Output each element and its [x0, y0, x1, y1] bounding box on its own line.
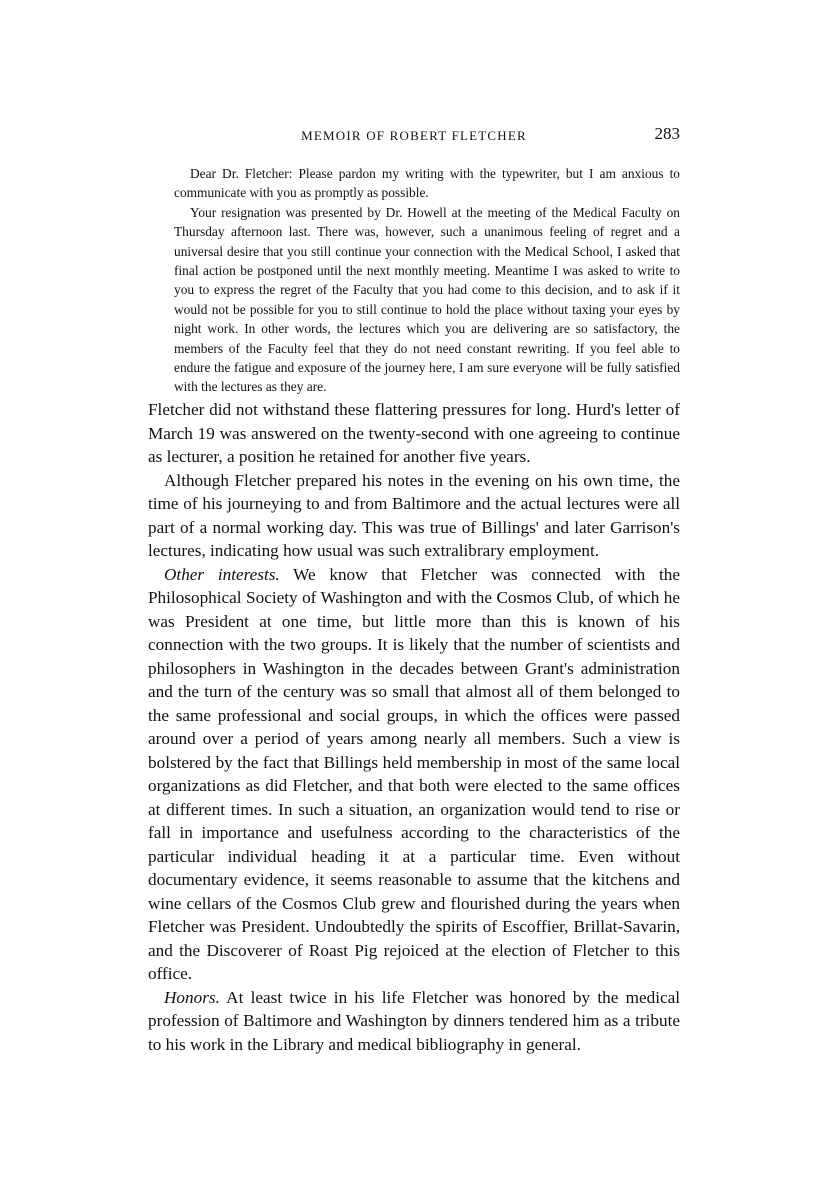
- running-head: MEMOIR OF ROBERT FLETCHER: [301, 128, 527, 143]
- body-paragraph: Although Fletcher prepared his notes in the evening on his own time, the time of his journeying to and from Baltimore and the actual lectures were all part of a normal working day. This was true of Billings' and later Garrison's lectures, indicating how usual was such extralibrary employment.: [148, 470, 680, 560]
- body-paragraph: Fletcher did not withstand these flattering pressures for long. Hurd's letter of March 19 was answered on the twenty-second with one agreeing to continue as lecturer, a position he retained for another five years.: [148, 400, 680, 466]
- paragraph-text: We know that Fletcher was connected with the Philosophical Society of Washington and with the Cosmos Club, of which he was President at one time, but little more than this is known of his connection with the two groups. It is likely that the number of scientists and philosophers in Washington in the decades between Grant's administration and the turn of the century was so small that almost all of them belonged to the same professional and social groups, in which the offices were passed around over a period of years among nearly all members. Such a view is bolstered by the fact that Billings held membership in most of the same local organizations as did Fletcher, and that both were elected to the same offices at different times. In such a situation, an organization would tend to rise or fall in importance and usefulness according to the characteristics of the particular individual heading it at a particular time. Even without documentary evidence, it seems reasonable to assume that the kitchens and wine cellars of the Cosmos Club grew and flourished during the years when Fletcher was President. Undoubtedly the spirits of Escoffier, Brillat-Savarin, and the Discoverer of Roast Pig rejoiced at the election of Fletcher to this office.: [148, 564, 680, 983]
- page-number: 283: [654, 124, 680, 143]
- body-paragraph-honors: [148, 986, 680, 1057]
- section-heading-other-interests: Other interests.: [164, 564, 280, 584]
- section-heading-honors: Honors.: [164, 987, 220, 1007]
- paragraph-text: At least twice in his life Fletcher was honored by the medical profession of Baltimore and Washington by dinners tendered him as a tribute to his work in the Library and medical bibliography in general.: [148, 987, 680, 1054]
- quoted-letter: [174, 164, 680, 397]
- letter-paragraph: Your resignation was presented by Dr. Howell at the meeting of the Medical Faculty on Thursday afternoon last. There was, however, such a unanimous feeling of regret and a universal desire that you still continue your connection with the Medical School, I asked that final action be postponed until the next monthly meeting. Meantime I was asked to write to you to express the regret of the Faculty that you had come to this decision, and to ask if it would not be possible for you to still continue to hold the place without taxing your eyes by night work. In other words, the lectures which you are delivering are so satisfactory, the members of the Faculty feel that they do not need constant rewriting. If you feel able to endure the fatigue and exposure of the journey here, I am sure everyone will be fully satisfied with the lectures as they are.: [174, 204, 680, 395]
- letter-paragraph: Dear Dr. Fletcher: Please pardon my writing with the typewriter, but I am anxious to communicate with you as promptly as possible.: [174, 166, 680, 201]
- body-paragraph-other-interests: [148, 563, 680, 986]
- page-header: [148, 118, 680, 148]
- body-text: [148, 398, 680, 1056]
